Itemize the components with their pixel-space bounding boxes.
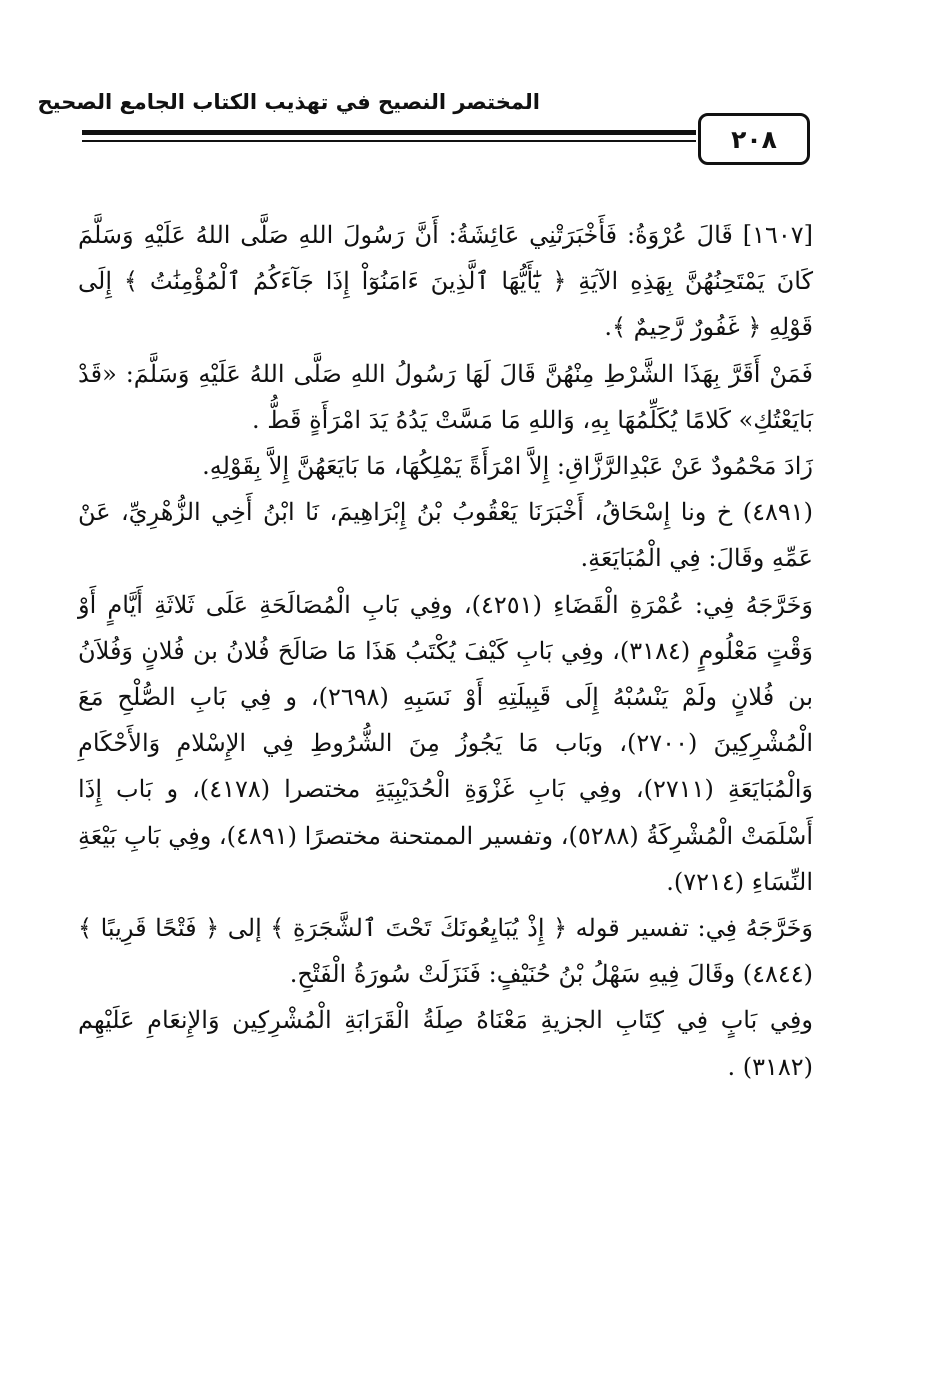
running-header-title: المختصر النصيح في تهذيب الكتاب الجامع الصحيح [37, 90, 540, 114]
paragraph-bayah-statement: فَمَنْ أَقَرَّ بِهَذَا الشَّرْطِ مِنْهُنَّ قَالَ لَهَا رَسُولُ اللهِ صَلَّى اللهُ عَلَيْهِ وَسَلَّمَ: «قَدْ بَايَعْتُكِ» كَلامًا يُكَلِّمُهَا بِهِ، وَاللهِ مَا مَسَّتْ يَدُهُ يَدَ امْرَأَةٍ قَطُّ . [78, 359, 813, 434]
header-rule-thin [82, 140, 696, 142]
page-number-frame [698, 113, 810, 165]
paragraph-isnad-4891: (٤٨٩١) خ ونا إِسْحَاقُ، أَخْبَرَنَا يَعْقُوبُ بْنُ إِبْرَاهِيمَ، نَا ابْنُ أَخِي الزُّهْرِيِّ، عَنْ عَمِّهِ وقَالَ: فِي الْمُبَايَعَةِ. [78, 498, 813, 573]
paragraph-takhrij-tafsir: وَخَرَّجَهُ فِي: تفسير قوله ﴿ إِذْ يُبَايِعُونَكَ تَحْتَ ٱلشَّجَرَةِ ﴾ إلى ﴿ فَتْحًا قَرِيبًا ﴾ (٤٨٤٤) وقَالَ فِيهِ سَهْلُ بْنُ حُنَيْفٍ: فَنَزَلَتْ سُورَةُ الْفَتْحِ. [78, 914, 813, 989]
paragraph-mahmud-addition: زَادَ مَحْمُودٌ عَنْ عَبْدِالرَّزَّاقِ: إِلاَّ امْرَأَةً يَمْلِكُهَا، مَا بَايَعَهُنَّ إِلاَّ بِقَوْلِهِ. [202, 452, 813, 481]
page-number: ٢٠٨ [731, 124, 777, 154]
header-rule-thick [82, 130, 696, 135]
paragraph-takhrij-jizya: وفِي بَابٍ فِي كِتَابِ الجزيةِ مَعْنَاهُ صِلَةُ الْقَرَابَةِ الْمُشْرِكِين وَالإِنعَامِ عَلَيْهِم (٣١٨٢) . [78, 1006, 813, 1081]
paragraph-hadith-1607: [١٦٠٧] قَالَ عُرْوَةُ: فَأَخْبَرَتْنِي عَائِشَةُ: أَنَّ رَسُولَ اللهِ صَلَّى اللهُ عَلَيْهِ وَسَلَّمَ كَانَ يَمْتَحِنُهُنَّ بِهَذِهِ الآيَةِ ﴿ يَٰٓأَيُّهَا ٱلَّذِينَ ءَامَنُوٓاْ إِذَا جَآءَكُمُ ٱلْمُؤْمِنَٰتُ ﴾ إِلَى قَوْلِهِ ﴿ غَفُورٌ رَّحِيمٌ ﴾. [78, 221, 813, 342]
body-text [78, 212, 813, 1090]
paragraph-takhrij-locations: وَخَرَّجَهُ فِي: عُمْرَةِ الْقَضَاءِ (٤٢٥١)، وفِي بَابِ الْمُصَالَحَةِ عَلَى ثَلاثَةِ أَيَّامٍ أَوْ وَقْتٍ مَعْلُومٍ (٣١٨٤)، وفِي بَابِ كَيْفَ يُكْتَبُ هَذَا مَا صَالَحَ فُلانُ بن فُلانٍ وَفُلاَنُ بن فُلانٍ ولَمْ يَنْسُبْهُ إِلَى قَبِيلَتِهِ أَوْ نَسَبِهِ (٢٦٩٨)، و فِي بَابِ الصُّلْحِ مَعَ الْمُشْرِكِينَ (٢٧٠٠)، وبَاب مَا يَجُوزُ مِنَ الشُّرُوطِ فِي الإِسْلامِ وَالأَحْكَامِ وَالْمُبَايَعَةِ (٢٧١١)، وفِي بَابِ غَزْوَةِ الْحُدَيْبِيَةِ مختصرا (٤١٧٨)، و بَاب إِذَا أَسْلَمَتْ الْمُشْرِكَةُ (٥٢٨٨)، وتفسير الممتحنة مختصرًا (٤٨٩١)، وفِي بَابِ بَيْعَةِ النِّسَاءِ (٧٢١٤). [78, 590, 814, 896]
